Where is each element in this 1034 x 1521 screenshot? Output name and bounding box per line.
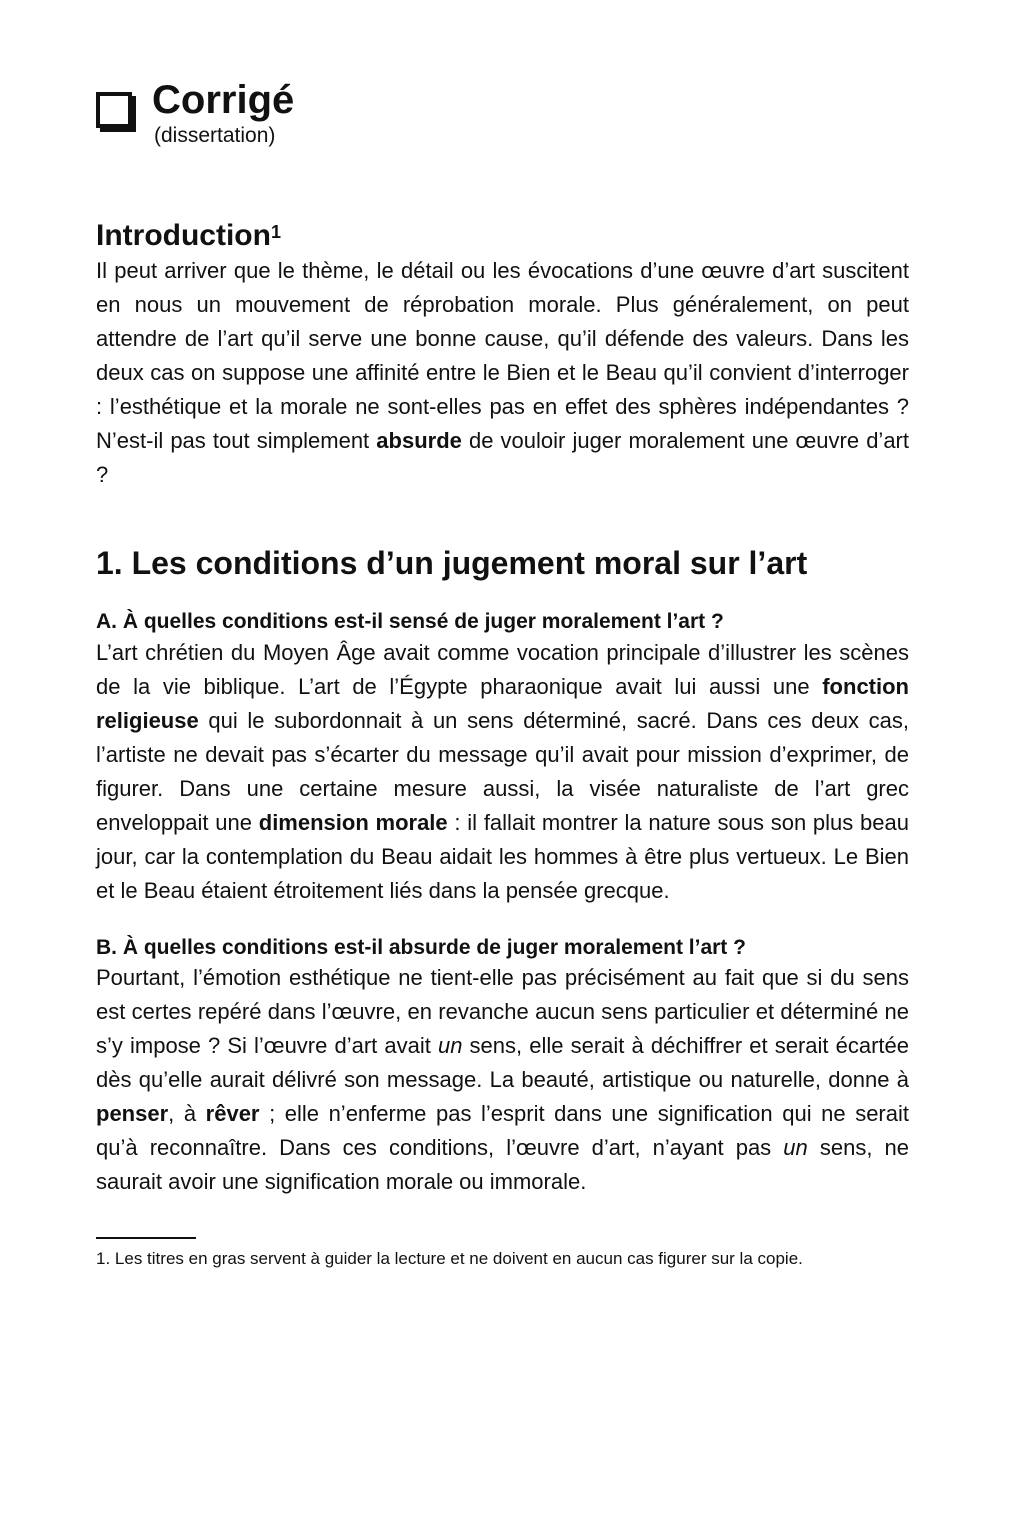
part1-heading: 1. Les conditions d’un jugement moral sur l’art xyxy=(96,545,808,581)
header xyxy=(96,78,909,148)
part1-a-paragraph xyxy=(96,636,909,908)
b-text-4: ; elle n’enferme pas l’esprit dans une signification qui ne serait qu’à reconnaître. Dans ces conditions, l’œuvre d’art, n’ayant pas xyxy=(96,1100,909,1160)
intro-heading xyxy=(96,218,909,254)
page-subtitle: (dissertation) xyxy=(154,124,276,147)
b-bold-rever: rêver xyxy=(205,1100,260,1126)
footnote xyxy=(96,1247,909,1271)
b-text-5: sens, ne saurait avoir une signification morale ou immorale. xyxy=(96,1134,910,1194)
checkbox-icon xyxy=(96,92,132,128)
b-text-1: Pourtant, l’émotion esthétique ne tient-elle pas précisément au fait que si du sens est certes repéré dans l’œuvre, en revanche aucun sens particulier et déterminé ne s’y impose ? Si l’œuvre d’art avait xyxy=(96,964,909,1058)
b-bold-penser: penser xyxy=(96,1100,169,1126)
b-italic-un-2: un xyxy=(783,1134,808,1160)
footnote-divider xyxy=(96,1237,196,1239)
a-text-2: qui le subordonnait à un sens déterminé, sacré. Dans ces deux cas, l’artiste ne devait pas s’écarter du message qu’il avait pour mission d’exprimer, de figurer. Dans une certaine mesure aussi, la visée naturaliste de l’art grec enveloppait une xyxy=(96,707,909,835)
a-bold-dimension-morale: dimension morale xyxy=(258,809,448,835)
a-bold-fonction-religieuse: fonction religieuse xyxy=(96,673,909,733)
b-italic-un-1: un xyxy=(437,1032,463,1058)
part1-b-heading: B. À quelles conditions est-il absurde de juger moralement l’art ? xyxy=(96,935,746,959)
footnote-text: Les titres en gras servent à guider la lecture et ne doivent en aucun cas figurer sur la copie. xyxy=(114,1248,803,1268)
a-text-3: : il fallait montrer la nature sous son plus beau jour, car la contemplation du Beau aidait les hommes à être plus vertueux. Le Bien et le Beau étaient étroitement liés dans la pensée grecque. xyxy=(96,809,909,903)
intro-text-2: de vouloir juger moralement une œuvre d’art ? xyxy=(96,428,909,487)
intro-paragraph xyxy=(96,254,909,492)
footnote-number: 1. xyxy=(96,1248,111,1268)
intro-bold-absurde: absurde xyxy=(376,428,462,453)
part1-b-paragraph xyxy=(96,961,909,1199)
b-text-2: sens, elle serait à déchiffrer et serait écartée dès qu’elle aurait délivré son message. La beauté, artistique ou naturelle, donne à xyxy=(96,1032,910,1092)
title-block xyxy=(152,78,294,148)
page-title: Corrigé xyxy=(152,78,295,122)
intro-footnote-mark: 1 xyxy=(270,222,281,242)
intro-text-1: Il peut arriver que le thème, le détail ou les évocations d’une œuvre d’art suscitent en nous un mouvement de réprobation morale. Plus généralement, on peut attendre de l’art qu’il serve une bonne cause, qu’il défende des valeurs. Dans les deux cas on suppose une affinité entre le Bien et le Beau qu’il convient d’interroger : l’esthétique et la morale ne sont-elles pas en effet des sphères indépendantes ? N’est-il pas tout simplement xyxy=(96,258,909,453)
part1-a-heading: A. À quelles conditions est-il sensé de juger moralement l’art ? xyxy=(96,610,724,634)
intro-heading-text: Introduction xyxy=(96,219,271,252)
b-text-3: , à xyxy=(168,1100,206,1126)
document-page xyxy=(96,78,909,1271)
a-text-1: L’art chrétien du Moyen Âge avait comme vocation principale d’illustrer les scènes de la vie biblique. L’art de l’Égypte pharaonique avait lui aussi une xyxy=(96,639,909,699)
